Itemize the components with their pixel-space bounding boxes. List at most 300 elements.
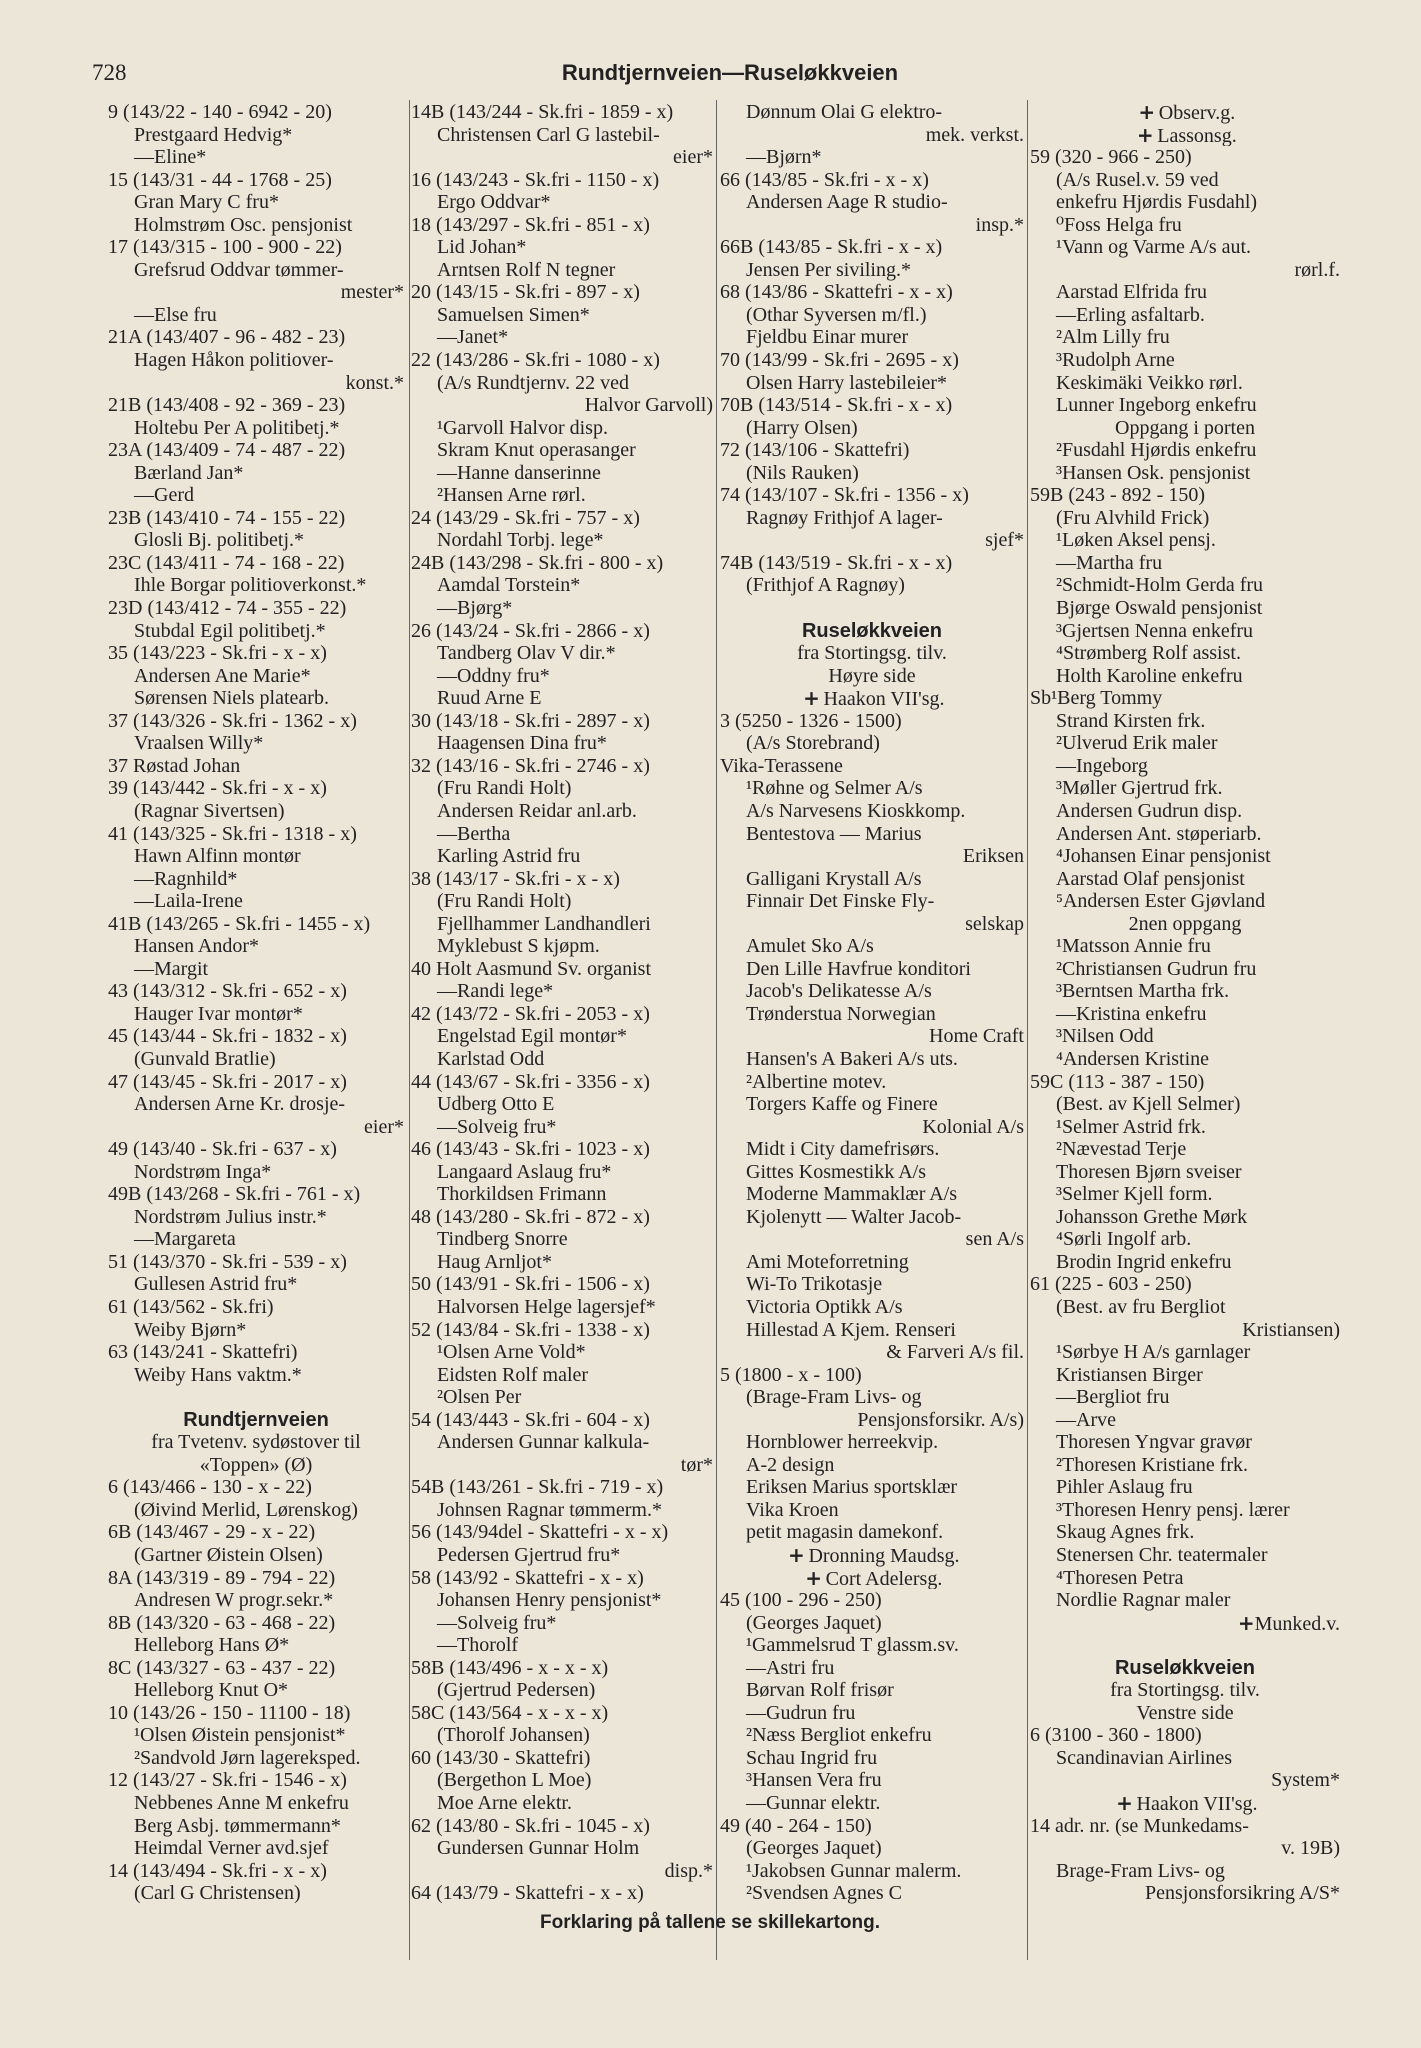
- directory-line: Bjørge Oswald pensjonist: [1056, 597, 1263, 620]
- directory-line: Helleborg Hans Ø*: [134, 1634, 290, 1657]
- directory-line: Olsen Harry lastebileier*: [746, 371, 948, 394]
- directory-line: 23C (143/411 - 74 - 168 - 22): [108, 551, 345, 574]
- directory-line: Eriksen Marius sportsklær: [746, 1476, 958, 1499]
- directory-line: ¹Løken Aksel pensj.: [1056, 529, 1216, 552]
- directory-line: 48 (143/280 - Sk.fri - 872 - x): [411, 1205, 650, 1228]
- directory-line: ²Schmidt-Holm Gerda fru: [1056, 574, 1264, 597]
- directory-line: Christensen Carl G lastebil-: [437, 123, 660, 146]
- cross-street-line: + Dronning Maudsg.: [720, 1544, 1024, 1567]
- directory-line: Bentestova — Marius: [746, 822, 922, 845]
- directory-line: Weiby Bjørn*: [134, 1318, 247, 1341]
- directory-line: 15 (143/31 - 44 - 1768 - 25): [108, 168, 332, 191]
- directory-line: ²Alm Lilly fru: [1056, 326, 1170, 349]
- directory-line: ⁴Thoresen Petra: [1056, 1566, 1184, 1589]
- directory-line: Jacob's Delikatesse A/s: [746, 980, 932, 1003]
- directory-line: Hillestad A Kjem. Renseri: [746, 1318, 956, 1341]
- directory-line: fra Stortingsg. tilv.: [1110, 1679, 1260, 1702]
- directory-line: 66B (143/85 - Sk.fri - x - x): [720, 236, 943, 259]
- directory-line: 23A (143/409 - 74 - 487 - 22): [108, 439, 346, 462]
- directory-line: 63 (143/241 - Skattefri): [108, 1341, 298, 1364]
- directory-line: ³Thoresen Henry pensj. lærer: [1056, 1498, 1290, 1521]
- directory-line: 39 (143/442 - Sk.fri - x - x): [108, 777, 327, 800]
- directory-line: Stubdal Egil politibetj.*: [134, 619, 326, 642]
- directory-line: 74 (143/107 - Sk.fri - 1356 - x): [720, 484, 969, 507]
- directory-line: ²Næss Bergliot enkefru: [746, 1724, 932, 1747]
- directory-line: (Harry Olsen): [746, 416, 858, 439]
- directory-line: Sb¹Berg Tommy: [1030, 687, 1163, 710]
- directory-line: ¹Vann og Varme A/s aut.: [1056, 236, 1252, 259]
- directory-line: Tindberg Snorre: [437, 1228, 568, 1251]
- directory-line: Andersen Ant. støperiarb.: [1056, 822, 1262, 845]
- directory-line: ¹Jakobsen Gunnar malerm.: [746, 1859, 962, 1882]
- directory-line: 8C (143/327 - 63 - 437 - 22): [108, 1656, 336, 1679]
- directory-line: 58B (143/496 - x - x - x): [411, 1656, 609, 1679]
- directory-line: 60 (143/30 - Skattefri): [411, 1746, 591, 1769]
- directory-line: Engelstad Egil montør*: [437, 1025, 627, 1048]
- directory-line: Gran Mary C fru*: [134, 191, 279, 214]
- directory-line: tør*: [680, 1453, 713, 1476]
- directory-line: (A/s Storebrand): [746, 732, 880, 755]
- directory-line: Andersen Aage R studio-: [746, 191, 948, 214]
- directory-line: Fjellhammer Landhandleri: [437, 912, 651, 935]
- directory-line: Wi-To Trikotasje: [746, 1273, 883, 1296]
- directory-line: Udberg Otto E: [437, 1093, 555, 1116]
- directory-line: rørl.f.: [1294, 258, 1340, 281]
- directory-line: (Nils Rauken): [746, 461, 859, 484]
- directory-line: Kristiansen): [1242, 1318, 1340, 1341]
- directory-line: 23D (143/412 - 74 - 355 - 22): [108, 597, 347, 620]
- directory-line: eier*: [364, 1115, 404, 1138]
- directory-line: Halvor Garvoll): [584, 394, 713, 417]
- directory-line: 20 (143/15 - Sk.fri - 897 - x): [411, 281, 640, 304]
- directory-line: 62 (143/80 - Sk.fri - 1045 - x): [411, 1814, 650, 1837]
- directory-column-1: [108, 101, 404, 1961]
- directory-line: 52 (143/84 - Sk.fri - 1338 - x): [411, 1318, 650, 1341]
- directory-line: Pensjonsforsikring A/S*: [1144, 1882, 1340, 1905]
- directory-line: 35 (143/223 - Sk.fri - x - x): [108, 642, 327, 665]
- directory-line: 8A (143/319 - 89 - 794 - 22): [108, 1566, 336, 1589]
- directory-line: (Best. av Kjell Selmer): [1056, 1093, 1241, 1116]
- directory-line: Vika Kroen: [746, 1498, 839, 1521]
- directory-line: ³Berntsen Martha frk.: [1056, 980, 1230, 1003]
- directory-line: konst.*: [345, 371, 404, 394]
- cross-street-line: + Munked.v.: [1030, 1612, 1340, 1635]
- directory-line: —Arve: [1056, 1408, 1116, 1431]
- directory-line: Aarstad Olaf pensjonist: [1056, 867, 1245, 890]
- directory-line: A/s Narvesens Kioskkomp.: [746, 799, 966, 822]
- directory-line: Hawn Alfinn montør: [134, 845, 301, 868]
- directory-line: 37 Røstad Johan: [108, 754, 241, 777]
- directory-line: Skaug Agnes frk.: [1056, 1521, 1195, 1544]
- directory-line: Ragnøy Frithjof A lager-: [746, 506, 943, 529]
- directory-line: Andersen Reidar anl.arb.: [437, 799, 637, 822]
- directory-line: ²Ulverud Erik maler: [1056, 732, 1218, 755]
- directory-line: Haagensen Dina fru*: [437, 732, 607, 755]
- directory-line: Andersen Arne Kr. drosje-: [134, 1093, 346, 1116]
- directory-line: Johansson Grethe Mørk: [1056, 1205, 1248, 1228]
- directory-line: 41 (143/325 - Sk.fri - 1318 - x): [108, 822, 357, 845]
- column-divider: [409, 100, 410, 1960]
- cross-street-line: + Haakon VII'sg.: [720, 687, 1024, 710]
- directory-line: Hagen Håkon politiover-: [134, 349, 334, 372]
- directory-line: Thorkildsen Frimann: [437, 1183, 607, 1206]
- directory-line: 38 (143/17 - Sk.fri - x - x): [411, 867, 620, 890]
- directory-line: 26 (143/24 - Sk.fri - 2866 - x): [411, 619, 650, 642]
- directory-line: Venstre side: [1136, 1701, 1234, 1724]
- directory-line: —Bjørn*: [746, 146, 822, 169]
- directory-line: Glosli Bj. politibetj.*: [134, 529, 305, 552]
- directory-line: Victoria Optikk A/s: [746, 1295, 903, 1318]
- directory-line: 9 (143/22 - 140 - 6942 - 20): [108, 101, 332, 123]
- directory-line: ²Svendsen Agnes C: [746, 1882, 902, 1905]
- cross-street-line: + Observ.g.: [1030, 101, 1340, 124]
- directory-line: —Ragnhild*: [134, 867, 238, 890]
- directory-line: 72 (143/106 - Skattefri): [720, 439, 910, 462]
- directory-line: ²Christiansen Gudrun fru: [1056, 957, 1257, 980]
- directory-line: ¹Olsen Arne Vold*: [437, 1341, 586, 1364]
- directory-line: —Erling asfaltarb.: [1056, 303, 1205, 326]
- directory-line: (Brage-Fram Livs- og: [746, 1386, 922, 1409]
- directory-line: 45 (143/44 - Sk.fri - 1832 - x): [108, 1025, 347, 1048]
- directory-line: —Solveig fru*: [437, 1115, 557, 1138]
- directory-line: ⁴Johansen Einar pensjonist: [1056, 845, 1271, 868]
- directory-line: ⁴Strømberg Rolf assist.: [1056, 642, 1241, 665]
- directory-line: Stenersen Chr. teatermaler: [1056, 1544, 1268, 1566]
- directory-line: Gundersen Gunnar Holm: [437, 1837, 640, 1860]
- directory-line: Halvorsen Helge lagersjef*: [437, 1295, 656, 1318]
- directory-line: Ergo Oddvar*: [437, 191, 551, 214]
- directory-line: 56 (143/94del - Skattefri - x - x): [411, 1521, 669, 1544]
- directory-line: & Farveri A/s fil.: [886, 1341, 1024, 1364]
- cross-street-line: + Haakon VII'sg.: [1030, 1792, 1340, 1815]
- directory-line: Holmstrøm Osc. pensjonist: [134, 213, 353, 236]
- directory-line: Johansen Henry pensjonist*: [437, 1589, 662, 1612]
- directory-line: A-2 design: [746, 1453, 835, 1476]
- directory-line: Den Lille Havfrue konditori: [746, 957, 971, 980]
- directory-line: insp.*: [975, 213, 1024, 236]
- directory-line: 42 (143/72 - Sk.fri - 2053 - x): [411, 1002, 650, 1025]
- directory-line: Høyre side: [828, 664, 916, 687]
- directory-line: Finnair Det Finske Fly-: [746, 890, 935, 913]
- directory-line: Karlstad Odd: [437, 1047, 545, 1070]
- directory-line: System*: [1271, 1769, 1340, 1792]
- directory-line: Andersen Ane Marie*: [134, 664, 311, 687]
- directory-line: ²Hansen Arne rørl.: [437, 484, 586, 507]
- directory-line: enkefru Hjørdis Fusdahl): [1056, 191, 1258, 214]
- directory-line: (Bergethon L Moe): [437, 1769, 592, 1792]
- directory-line: ²Albertine motev.: [746, 1070, 887, 1093]
- directory-line: Amulet Sko A/s: [746, 935, 874, 958]
- directory-line: 30 (143/18 - Sk.fri - 2897 - x): [411, 709, 650, 732]
- directory-line: ¹Sørbye H A/s garnlager: [1056, 1341, 1251, 1364]
- directory-line: (Georges Jaquet): [746, 1611, 882, 1634]
- directory-line: —Ingeborg: [1056, 754, 1148, 777]
- directory-line: (Best. av fru Bergliot: [1056, 1295, 1226, 1318]
- directory-line: ⁴Sørli Ingolf arb.: [1056, 1228, 1192, 1251]
- directory-line: (Fru Alvhild Frick): [1056, 506, 1210, 529]
- street-heading: Ruseløkkveien: [801, 619, 943, 642]
- directory-line: (Carl G Christensen): [134, 1882, 301, 1905]
- directory-line: 70B (143/514 - Sk.fri - x - x): [720, 394, 953, 417]
- directory-line: «Toppen» (Ø): [199, 1453, 313, 1476]
- directory-line: Pihler Aslaug fru: [1056, 1476, 1193, 1499]
- running-head: Rundtjernveien—Ruseløkkveien: [561, 60, 899, 85]
- directory-line: —Margit: [134, 957, 209, 980]
- directory-line: Vika-Terassene: [720, 754, 843, 777]
- directory-line: Holth Karoline enkefru: [1056, 664, 1243, 687]
- directory-line: Moe Arne elektr.: [437, 1792, 572, 1815]
- directory-line: Kristiansen Birger: [1056, 1363, 1203, 1386]
- directory-line: Trønderstua Norwegian: [746, 1002, 936, 1025]
- directory-line: Johnsen Ragnar tømmerm.*: [437, 1498, 662, 1521]
- directory-line: Ami Moteforretning: [746, 1250, 909, 1273]
- directory-line: [1030, 1634, 1340, 1657]
- directory-line: Holtebu Per A politibetj.*: [134, 416, 340, 439]
- street-heading: Ruseløkkveien: [1114, 1656, 1256, 1679]
- directory-line: Nordstrøm Julius instr.*: [134, 1205, 327, 1228]
- directory-line: —Gunnar elektr.: [746, 1792, 881, 1815]
- directory-line: (Fru Randi Holt): [437, 890, 572, 913]
- directory-line: —Bjørg*: [437, 597, 513, 620]
- directory-line: 21B (143/408 - 92 - 369 - 23): [108, 394, 346, 417]
- directory-line: ²Thoresen Kristiane frk.: [1056, 1453, 1249, 1476]
- directory-line: Sørensen Niels platearb.: [134, 687, 329, 710]
- directory-line: Ihle Borgar politioverkonst.*: [134, 574, 367, 597]
- directory-line: —Astri fru: [746, 1656, 835, 1679]
- directory-line: —Laila-Irene: [134, 890, 243, 913]
- directory-line: petit magasin damekonf.: [746, 1521, 944, 1544]
- directory-line: (Gartner Øistein Olsen): [134, 1544, 323, 1566]
- directory-line: Lunner Ingeborg enkefru: [1056, 394, 1257, 417]
- directory-line: (A/s Rundtjernv. 22 ved: [437, 371, 630, 394]
- directory-line: Arntsen Rolf N tegner: [437, 258, 616, 281]
- directory-line: 59B (243 - 892 - 150): [1030, 484, 1205, 507]
- directory-line: ⁴Andersen Kristine: [1056, 1047, 1210, 1070]
- directory-line: Pedersen Gjertrud fru*: [437, 1544, 621, 1566]
- directory-line: (Frithjof A Ragnøy): [746, 574, 905, 597]
- directory-line: 14 adr. nr. (se Munkedams-: [1030, 1814, 1249, 1837]
- directory-line: [108, 1386, 404, 1409]
- directory-line: Thoresen Bjørn sveiser: [1056, 1160, 1242, 1183]
- directory-column-2: [411, 101, 713, 1961]
- directory-line: Lid Johan*: [437, 236, 527, 259]
- directory-line: ³Hansen Vera fru: [746, 1769, 882, 1792]
- directory-line: 61 (143/562 - Sk.fri): [108, 1295, 274, 1318]
- directory-line: —Martha fru: [1056, 551, 1163, 574]
- directory-line: —Oddny fru*: [437, 664, 550, 687]
- directory-line: 54 (143/443 - Sk.fri - 604 - x): [411, 1408, 650, 1431]
- directory-line: Torgers Kaffe og Finere: [746, 1093, 938, 1116]
- directory-line: 40 Holt Aasmund Sv. organist: [411, 957, 652, 980]
- directory-line: Kjolenytt — Walter Jacob-: [746, 1205, 962, 1228]
- directory-line: 21A (143/407 - 96 - 482 - 23): [108, 326, 346, 349]
- directory-line: —Bertha: [437, 822, 511, 845]
- directory-line: (Fru Randi Holt): [437, 777, 572, 800]
- directory-line: Prestgaard Hedvig*: [134, 123, 293, 146]
- directory-line: Thoresen Yngvar gravør: [1056, 1431, 1252, 1454]
- directory-line: Nordlie Ragnar maler: [1056, 1589, 1231, 1612]
- directory-line: Myklebust S kjøpm.: [437, 935, 600, 958]
- directory-line: [720, 597, 1024, 620]
- directory-line: —Eline*: [134, 146, 207, 169]
- directory-line: ³Gjertsen Nenna enkefru: [1056, 619, 1254, 642]
- directory-line: Helleborg Knut O*: [134, 1679, 289, 1702]
- directory-line: (Ragnar Sivertsen): [134, 799, 285, 822]
- directory-line: ¹Olsen Øistein pensjonist*: [134, 1724, 346, 1747]
- directory-line: 16 (143/243 - Sk.fri - 1150 - x): [411, 168, 660, 191]
- directory-line: Brage-Fram Livs- og: [1056, 1859, 1225, 1882]
- directory-line: 45 (100 - 296 - 250): [720, 1589, 882, 1612]
- directory-line: —Gerd: [134, 484, 194, 507]
- directory-line: 58C (143/564 - x - x - x): [411, 1701, 609, 1724]
- directory-line: 24 (143/29 - Sk.fri - 757 - x): [411, 506, 640, 529]
- directory-line: Hansen Andor*: [134, 935, 259, 958]
- directory-line: Weiby Hans vaktm.*: [134, 1363, 302, 1386]
- directory-line: mek. verkst.: [925, 123, 1024, 146]
- directory-line: —Else fru: [134, 303, 217, 326]
- directory-line: —Hanne danserinne: [437, 461, 601, 484]
- directory-line: ³Hansen Osk. pensjonist: [1056, 461, 1251, 484]
- directory-line: 6 (3100 - 360 - 1800): [1030, 1724, 1202, 1747]
- directory-line: Eidsten Rolf maler: [437, 1363, 589, 1386]
- directory-line: (Gunvald Bratlie): [134, 1047, 276, 1070]
- directory-line: Berg Asbj. tømmermann*: [134, 1814, 341, 1837]
- directory-line: 2nen oppgang: [1128, 912, 1242, 935]
- directory-line: ²Sandvold Jørn lagereksped.: [134, 1746, 361, 1769]
- directory-line: Midt i City damefrisørs.: [746, 1138, 940, 1161]
- directory-line: sen A/s: [965, 1228, 1024, 1251]
- directory-line: ¹Garvoll Halvor disp.: [437, 416, 608, 439]
- directory-line: Galligani Krystall A/s: [746, 867, 922, 890]
- directory-line: 37 (143/326 - Sk.fri - 1362 - x): [108, 709, 357, 732]
- directory-line: Andresen W progr.sekr.*: [134, 1589, 334, 1612]
- directory-line: sjef*: [985, 529, 1024, 552]
- directory-line: 22 (143/286 - Sk.fri - 1080 - x): [411, 349, 660, 372]
- directory-line: (Georges Jaquet): [746, 1837, 882, 1860]
- directory-line: Bærland Jan*: [134, 461, 244, 484]
- directory-line: —Solveig fru*: [437, 1611, 557, 1634]
- directory-line: Pensjonsforsikr. A/s): [857, 1408, 1024, 1431]
- directory-line: ⁵Andersen Ester Gjøvland: [1056, 890, 1266, 913]
- directory-line: Schau Ingrid fru: [746, 1746, 878, 1769]
- directory-line: Aarstad Elfrida fru: [1056, 281, 1208, 304]
- directory-line: Nordahl Torbj. lege*: [437, 529, 604, 552]
- directory-line: 51 (143/370 - Sk.fri - 539 - x): [108, 1250, 347, 1273]
- directory-line: Aamdal Torstein*: [437, 574, 581, 597]
- directory-line: —Thorolf: [437, 1634, 519, 1657]
- cross-street-line: + Lassonsg.: [1030, 124, 1340, 147]
- directory-line: 46 (143/43 - Sk.fri - 1023 - x): [411, 1138, 650, 1161]
- page-footer: Forklaring på tallene se skillekartong.: [539, 1912, 880, 1933]
- directory-line: 24B (143/298 - Sk.fri - 800 - x): [411, 551, 664, 574]
- column-divider: [716, 100, 717, 1960]
- directory-line: Fjeldbu Einar murer: [746, 326, 909, 349]
- directory-line: 47 (143/45 - Sk.fri - 2017 - x): [108, 1070, 347, 1093]
- directory-line: Nordstrøm Inga*: [134, 1160, 272, 1183]
- directory-line: 14B (143/244 - Sk.fri - 1859 - x): [411, 101, 674, 123]
- directory-line: —Bergliot fru: [1056, 1386, 1170, 1409]
- directory-line: 5 (1800 - x - 100): [720, 1363, 862, 1386]
- directory-line: ²Olsen Per: [437, 1386, 522, 1409]
- directory-line: fra Stortingsg. tilv.: [797, 642, 947, 665]
- cross-street-line: + Cort Adelersg.: [720, 1567, 1024, 1590]
- directory-line: Langaard Aslaug fru*: [437, 1160, 612, 1183]
- directory-line: 70 (143/99 - Sk.fri - 2695 - x): [720, 349, 959, 372]
- directory-line: eier*: [673, 146, 713, 169]
- directory-line: 74B (143/519 - Sk.fri - x - x): [720, 551, 953, 574]
- directory-line: Jensen Per siviling.*: [746, 258, 911, 281]
- directory-line: 18 (143/297 - Sk.fri - 851 - x): [411, 213, 650, 236]
- directory-line: (Othar Syversen m/fl.): [746, 303, 927, 326]
- directory-line: ³Møller Gjertrud frk.: [1056, 777, 1223, 800]
- directory-line: 23B (143/410 - 74 - 155 - 22): [108, 506, 346, 529]
- directory-line: Dønnum Olai G elektro-: [746, 101, 943, 123]
- directory-line: Hauger Ivar montør*: [134, 1002, 303, 1025]
- directory-line: fra Tvetenv. sydøstover til: [151, 1431, 361, 1454]
- directory-line: (A/s Rusel.v. 59 ved: [1056, 168, 1219, 191]
- directory-line: Oppgang i porten: [1115, 416, 1255, 439]
- directory-line: 6 (143/466 - 130 - x - 22): [108, 1476, 312, 1499]
- directory-line: —Randi lege*: [437, 980, 554, 1003]
- page-number: 728: [92, 60, 127, 85]
- directory-line: 32 (143/16 - Sk.fri - 2746 - x): [411, 754, 650, 777]
- directory-line: 49 (40 - 264 - 150): [720, 1814, 872, 1837]
- directory-line: 58 (143/92 - Skattefri - x - x): [411, 1566, 644, 1589]
- directory-line: ¹Røhne og Selmer A/s: [746, 777, 923, 800]
- directory-line: 68 (143/86 - Skattefri - x - x): [720, 281, 953, 304]
- directory-line: 12 (143/27 - Sk.fri - 1546 - x): [108, 1769, 347, 1792]
- directory-line: Brodin Ingrid enkefru: [1056, 1250, 1232, 1273]
- directory-line: ²Nævestad Terje: [1056, 1138, 1187, 1161]
- directory-line: Vraalsen Willy*: [134, 732, 264, 755]
- directory-line: Andersen Gunnar kalkula-: [437, 1431, 650, 1454]
- directory-line: Samuelsen Simen*: [437, 303, 590, 326]
- directory-line: —Gudrun fru: [746, 1701, 856, 1724]
- directory-line: Karling Astrid fru: [437, 845, 581, 868]
- directory-line: Ruud Arne E: [437, 687, 542, 710]
- directory-column-4: [1030, 101, 1340, 1961]
- directory-line: Keskimäki Veikko rørl.: [1056, 371, 1243, 394]
- directory-column-3: [720, 101, 1024, 1961]
- directory-line: Eriksen: [962, 845, 1024, 868]
- directory-line: 61 (225 - 603 - 250): [1030, 1273, 1192, 1296]
- directory-line: ¹Selmer Astrid frk.: [1056, 1115, 1206, 1138]
- directory-line: 59 (320 - 966 - 250): [1030, 146, 1192, 169]
- directory-line: 66 (143/85 - Sk.fri - x - x): [720, 168, 929, 191]
- directory-line: Home Craft: [929, 1025, 1024, 1048]
- directory-line: ³Rudolph Arne: [1056, 349, 1175, 372]
- directory-line: Andersen Gudrun disp.: [1056, 799, 1243, 822]
- directory-line: 8B (143/320 - 63 - 468 - 22): [108, 1611, 336, 1634]
- directory-line: —Kristina enkefru: [1056, 1002, 1207, 1025]
- directory-line: ¹Gammelsrud T glassm.sv.: [746, 1634, 959, 1657]
- directory-line: Heimdal Verner avd.sjef: [134, 1837, 329, 1860]
- directory-line: Tandberg Olav V dir.*: [437, 642, 616, 665]
- directory-line: 44 (143/67 - Sk.fri - 3356 - x): [411, 1070, 650, 1093]
- directory-line: ¹Matsson Annie fru: [1056, 935, 1211, 958]
- directory-line: Nebbenes Anne M enkefru: [134, 1792, 349, 1815]
- directory-line: Børvan Rolf frisør: [746, 1679, 894, 1702]
- directory-line: Moderne Mammaklær A/s: [746, 1183, 958, 1206]
- directory-line: (Thorolf Johansen): [437, 1724, 590, 1747]
- directory-line: Hornblower herreekvip.: [746, 1431, 939, 1454]
- directory-line: Scandinavian Airlines: [1056, 1746, 1233, 1769]
- column-divider: [1027, 100, 1028, 1960]
- directory-line: ³Selmer Kjell form.: [1056, 1183, 1213, 1206]
- directory-line: Skram Knut operasanger: [437, 439, 636, 462]
- directory-line: mester*: [340, 281, 404, 304]
- directory-line: ²Fusdahl Hjørdis enkefru: [1056, 439, 1257, 462]
